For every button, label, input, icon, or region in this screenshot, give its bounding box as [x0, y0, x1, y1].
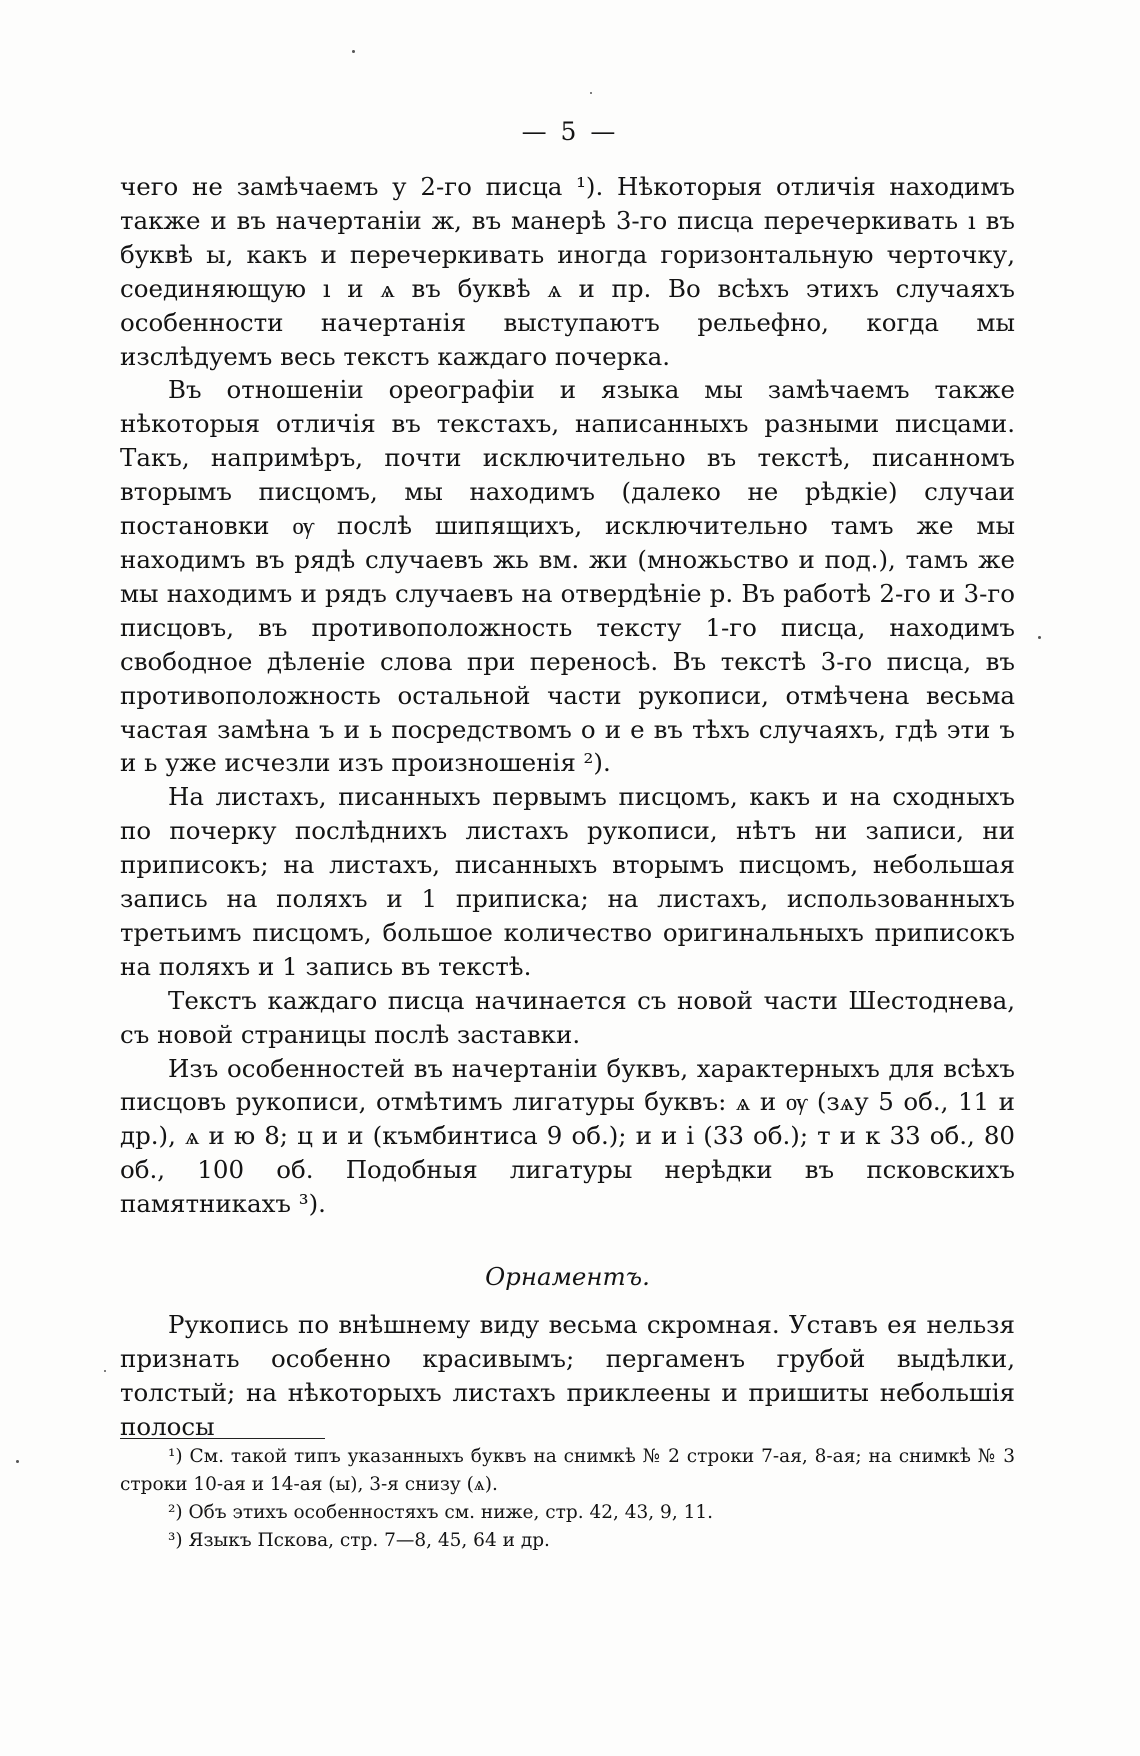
paragraph: На листахъ, писанныхъ первымъ писцомъ, какъ и на сходныхъ по почерку послѣднихъ листахъ рукописи, нѣтъ ни записи, ни приписокъ; на листахъ, писанныхъ вторымъ писцомъ, небольшая запись на поляхъ и 1 приписка; на листахъ, использованныхъ третьимъ писцомъ, большое количество оригинальныхъ приписокъ на поляхъ и 1 запись въ текстѣ. [120, 782, 1015, 981]
section-heading: Орнаментъ. [485, 1262, 650, 1291]
paper-speck [104, 1370, 106, 1372]
footnotes [120, 1443, 1015, 1555]
paragraph: Рукопись по внѣшнему виду весьма скромная. Уставъ ея нельзя признать особенно красивымъ; пергаменъ грубой выдѣлки, толстый; на нѣкоторыхъ листахъ приклеены и пришиты небольшія полосы [120, 1310, 1015, 1441]
footnote-divider [120, 1438, 325, 1439]
paper-speck [590, 92, 592, 94]
footnote: ¹) См. такой типъ указанныхъ буквъ на снимкѣ № 2 строки 7-ая, 8-ая; на снимкѣ № 3 строки 10-ая и 14-ая (ы), 3-я снизу (ѧ). [120, 1446, 1015, 1495]
main-text [120, 170, 1015, 1221]
page-number: — 5 — [521, 117, 619, 146]
section-text [120, 1308, 1015, 1444]
footnote: ³) Языкъ Пскова, стр. 7—8, 45, 64 и др. [168, 1530, 550, 1551]
paragraph: Изъ особенностей въ начертаніи буквъ, характерныхъ для всѣхъ писцовъ рукописи, отмѣтимъ лигатуры буквъ: ѧ и ѹ (зѧу 5 об., 11 и др.), ѧ и ю 8; ц и и (къмбинтиса 9 об.); и и і (33 об.); т и к 33 об., 80 об., 100 об. Подобныя лигатуры нерѣдки въ псковскихъ памятникахъ ³). [120, 1053, 1015, 1219]
paragraph: чего не замѣчаемъ у 2-го писца ¹). Нѣкоторыя отличія находимъ также и въ начертаніи ж, въ манерѣ 3-го писца перечеркивать ı въ буквѣ ы, какъ и перечеркивать иногда горизонтальную черточку, соединяющую ı и ѧ въ буквѣ ѧ и пр. Во всѣхъ этихъ случаяхъ особенности начертанія выступаютъ рельефно, когда мы изслѣдуемъ весь текстъ каждаго почерка. [120, 172, 1015, 371]
paper-speck [1038, 636, 1041, 639]
paragraph: Въ отношеніи ореографіи и языка мы замѣчаемъ также нѣкоторыя отличія въ текстахъ, написанныхъ разными писцами. Такъ, напримѣръ, почти исключительно въ текстѣ, писанномъ вторымъ писцомъ, мы находимъ (далеко не рѣдкіе) случаи постановки ѹ послѣ шипящихъ, исключительно тамъ же мы находимъ въ рядѣ случаевъ жь вм. жи (множьство и под.), тамъ же мы находимъ и рядъ случаевъ на отвердѣніе р. Въ работѣ 2-го и 3-го писцовъ, въ противоположность тексту 1-го писца, находимъ свободное дѣленіе слова при переносѣ. Въ текстѣ 3-го писца, въ противоположность остальной части рукописи, отмѣчена весьма частая замѣна ъ и ь посредствомъ о и е въ тѣхъ случаяхъ, гдѣ эти ъ и ь уже исчезли изъ произношенія ²). [120, 375, 1015, 778]
footnote: ²) Объ этихъ особенностяхъ см. ниже, стр. 42, 43, 9, 11. [168, 1502, 714, 1523]
paper-speck [352, 50, 355, 53]
paragraph: Текстъ каждаго писца начинается съ новой части Шестоднева, съ новой страницы послѣ заставки. [120, 985, 1015, 1049]
paper-speck [16, 1460, 19, 1463]
